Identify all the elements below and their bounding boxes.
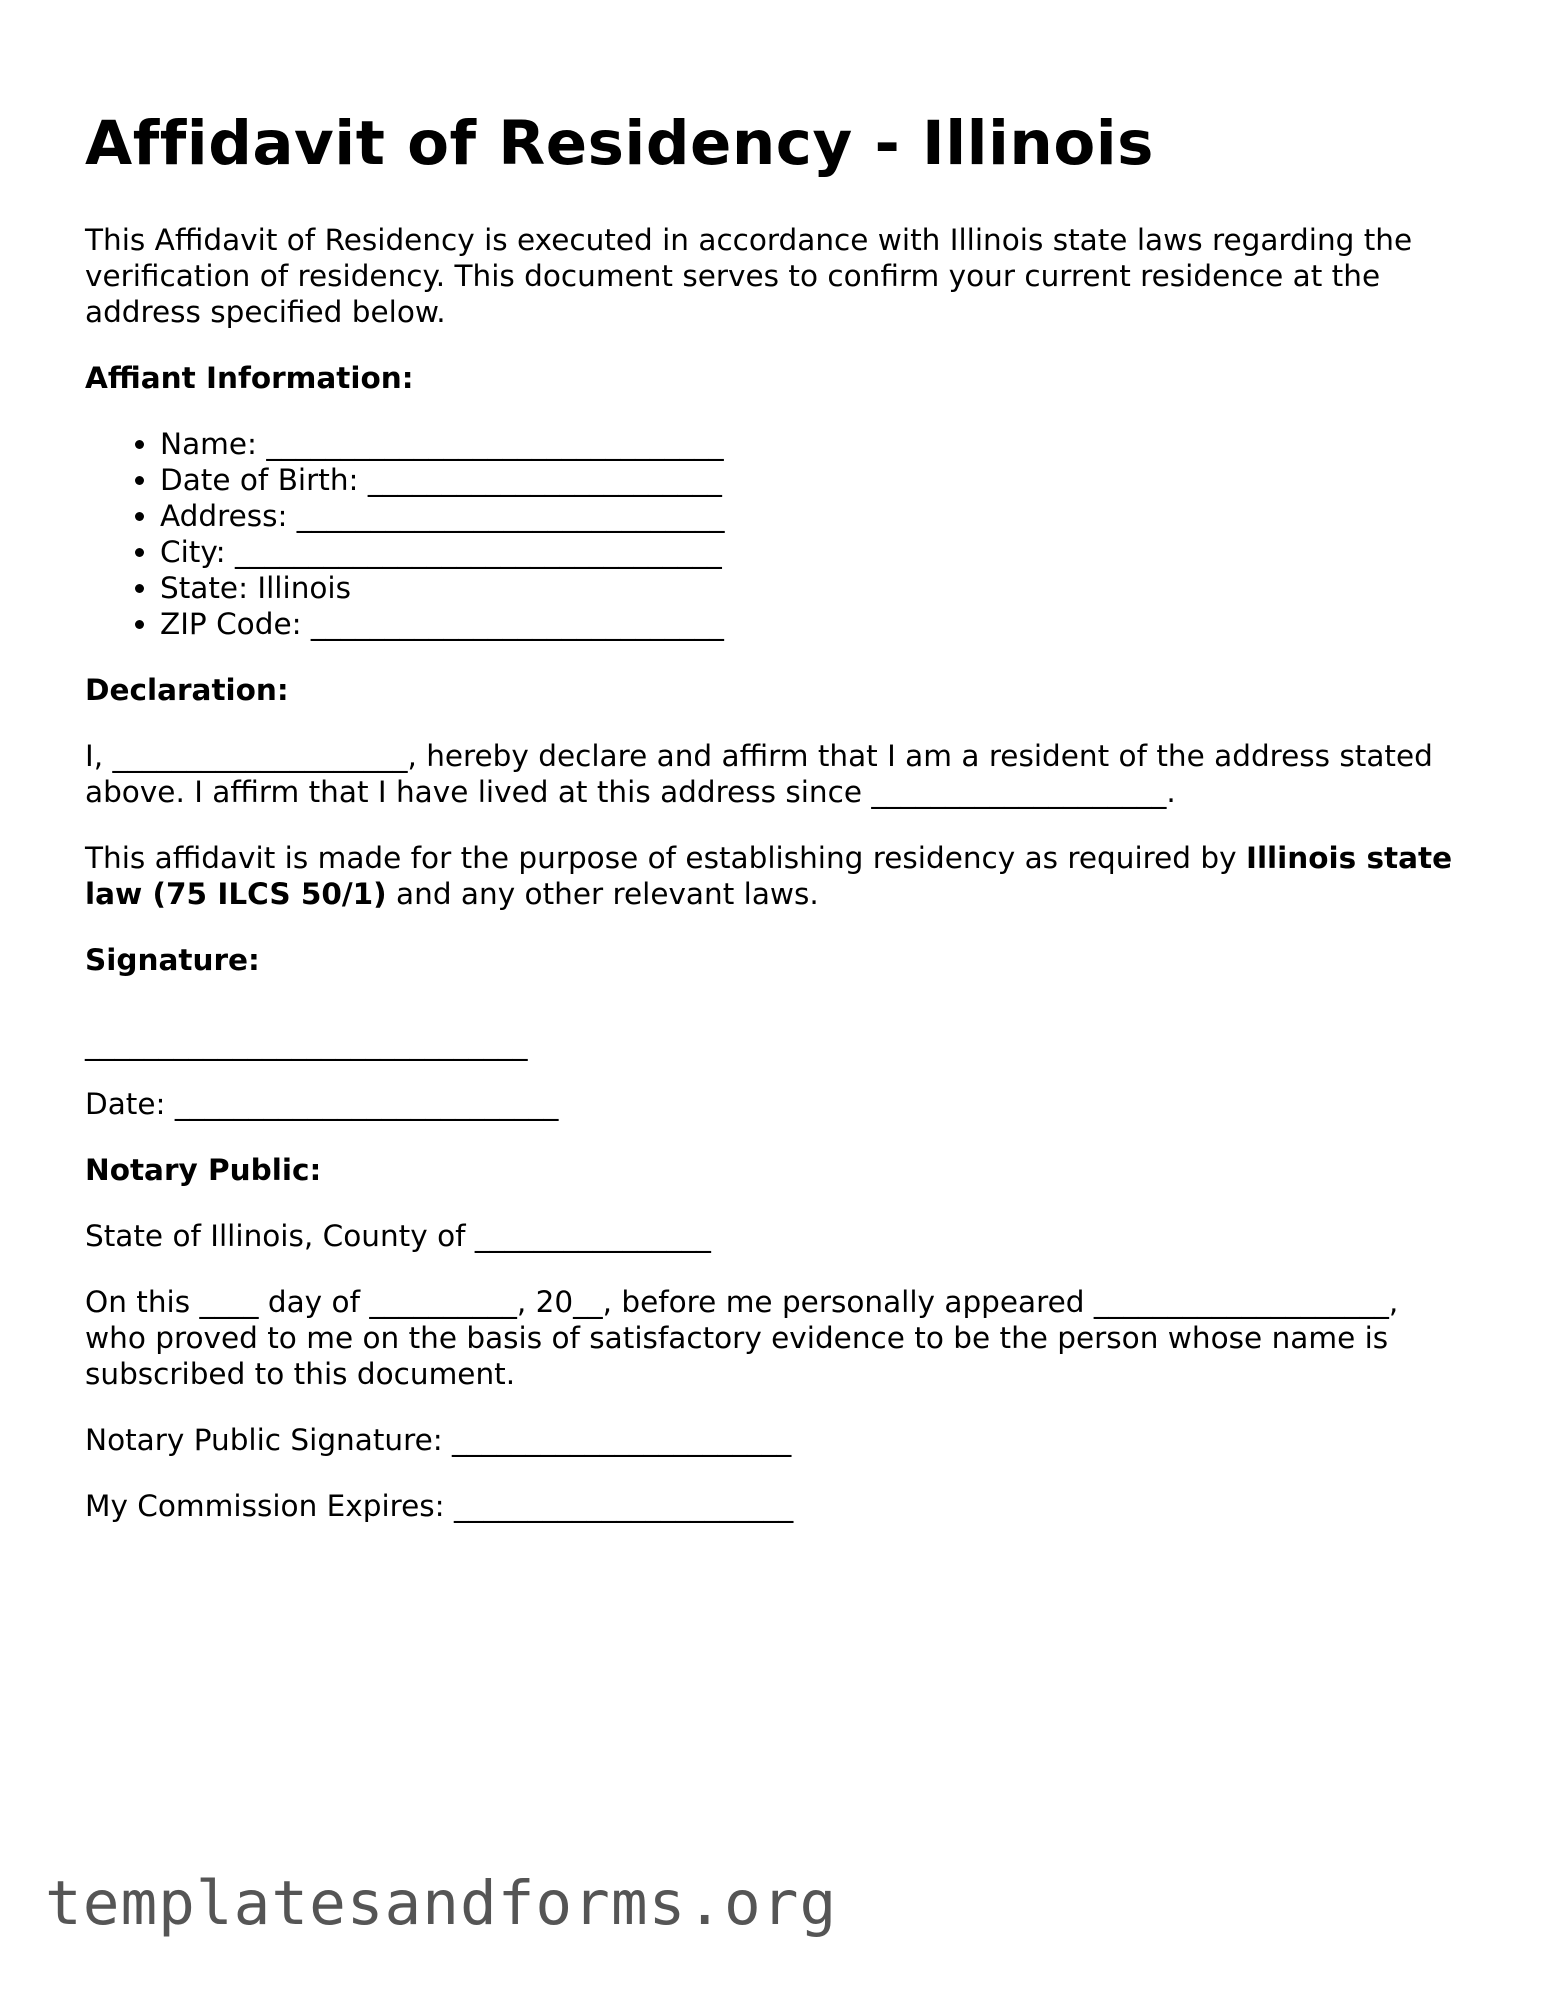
field-state: • State: Illinois bbox=[160, 570, 1465, 606]
date-line: Date: __________________________ bbox=[85, 1087, 559, 1121]
purpose-suffix: and any other relevant laws. bbox=[386, 877, 819, 911]
document-title: Affidavit of Residency - Illinois bbox=[85, 108, 1154, 179]
field-address: • Address: _____________________________ bbox=[160, 498, 1465, 534]
notary-county-line: State of Illinois, County of ________________ bbox=[85, 1219, 711, 1253]
field-name: • Name: _______________________________ bbox=[160, 426, 1465, 462]
watermark-footer: templatesandforms.org bbox=[45, 1868, 838, 1939]
notary-paragraph: On this ____ day of __________, 20__, before me personally appeared ____________________, who proved to me on the basis of satisfactory evidence to be the person whose name is subscribed to this document. bbox=[85, 1285, 1399, 1391]
field-zip-code: • ZIP Code: ____________________________ bbox=[160, 606, 1465, 642]
purpose-prefix: This affidavit is made for the purpose of establishing residency as required by bbox=[85, 841, 1246, 875]
document-page bbox=[85, 108, 1465, 1524]
commission-expires-line: My Commission Expires: _______________________ bbox=[85, 1489, 794, 1523]
signature-line: ______________________________ bbox=[85, 1027, 528, 1061]
signature-heading: Signature: bbox=[85, 943, 260, 977]
field-date-of-birth: • Date of Birth: ________________________ bbox=[160, 462, 1465, 498]
field-city: • City: _________________________________ bbox=[160, 534, 1465, 570]
declaration-heading: Declaration: bbox=[85, 673, 289, 707]
notary-heading: Notary Public: bbox=[85, 1153, 322, 1187]
declaration-paragraph: I, ____________________, hereby declare and affirm that I am a resident of the address stated above. I affirm that I have lived at this address since ____________________. bbox=[85, 739, 1433, 809]
affiant-heading: Affiant Information: bbox=[85, 361, 414, 395]
intro-paragraph: This Affidavit of Residency is executed in accordance with Illinois state laws regarding the verification of residency. This document serves to confirm your current residence at the address specified below. bbox=[85, 223, 1413, 329]
law-citation: Illinois state law (75 ILCS 50/1) bbox=[85, 841, 1453, 911]
purpose-paragraph bbox=[85, 840, 1465, 912]
affiant-fields-list bbox=[85, 426, 1465, 642]
notary-signature-line: Notary Public Signature: _______________________ bbox=[85, 1423, 792, 1457]
